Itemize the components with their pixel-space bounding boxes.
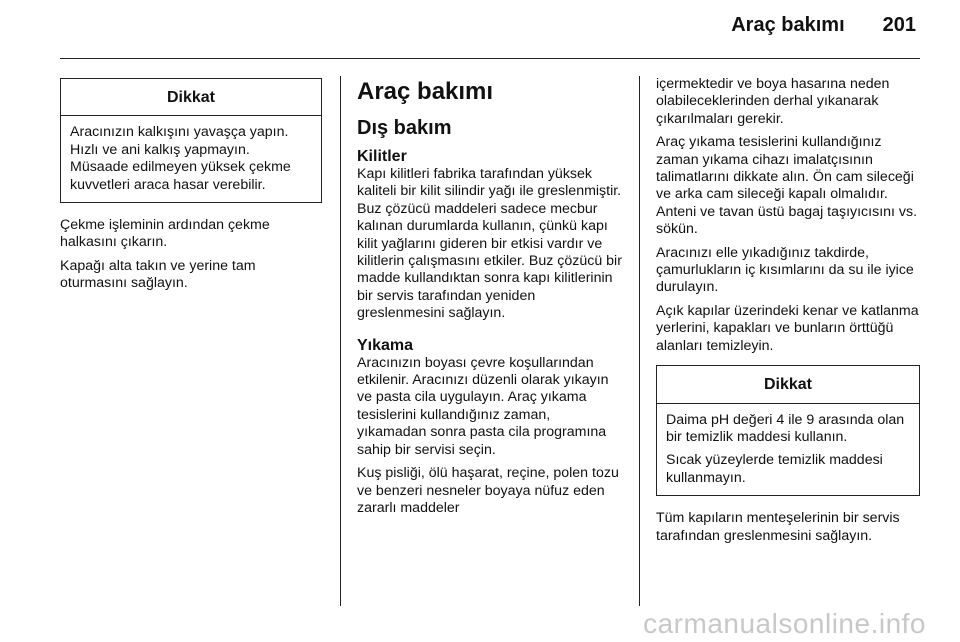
- column-divider-1: [340, 76, 341, 606]
- paragraph: Aracınızı elle yıkadığınız takdirde, çamurlukların iç kısımlarını da su ile iyice durulayın.: [656, 244, 914, 296]
- callout-body: [61, 116, 321, 202]
- watermark: carmanualsonline.info: [643, 608, 926, 639]
- section-title: Araç bakımı: [357, 78, 494, 105]
- column-divider-2: [639, 76, 640, 606]
- locks-heading: Kilitler: [357, 148, 407, 165]
- callout-body: [657, 404, 919, 496]
- paragraph: Tüm kapıların menteşelerinin bir servis tarafından greslenmesini sağlayın.: [656, 510, 900, 544]
- callout-heading: Dikkat: [61, 79, 321, 116]
- callout-text: Daima pH değeri 4 ile 9 arasında olan bir temizlik maddesi kullanın.: [666, 411, 905, 445]
- washing-heading: Yıkama: [357, 336, 414, 354]
- warning-callout: [60, 78, 322, 203]
- column-2: [357, 76, 623, 523]
- paragraph: içermektedir ve boya hasarına neden olabileceklerinden derhal yıkanarak çıkarılmaları gerekir.: [656, 76, 890, 127]
- page-number: 201: [882, 14, 916, 36]
- column-1: [60, 78, 322, 299]
- paragraph: Araç yıkama tesislerini kullandığınız zaman yıkama cihazı imalatçısının talimatlarını dikkate alın. Ön cam sileceği ve arka cam sileceği kapalı olmalıdır. Anteni ve tavan üstü bagaj taşıyıcısını vs. sökün.: [656, 134, 918, 238]
- locks-text: Kapı kilitleri fabrika tarafından yüksek kaliteli bir kilit silindir yağı ile greslenmiştir. Buz çözücü maddeleri sadece mecbur kalınan durumlarda kullanın, çünkü kapı kilit yağlarını gideren bir etkisi vardır ve kilitlerin çalışmasını etkiler. Buz çözücü bir madde kullandıktan sonra kapı kilitlerinin bir servis tarafından yeniden greslenmesini sağlayın.: [357, 166, 622, 322]
- header-divider: [60, 58, 920, 59]
- header-title: Araç bakımı: [731, 14, 845, 36]
- washing-text: Aracınızın boyası çevre koşullarından etkilenir. Aracınızı düzenli olarak yıkayın ve pasta cila uygulayın. Araç yıkama tesislerini kullandığınız zaman, yıkamadan sonra pasta cila programına sahip bir servisi seçin.: [357, 354, 609, 458]
- section-subtitle: Dış bakım: [357, 117, 452, 139]
- warning-callout: [656, 365, 920, 496]
- page-header: [731, 14, 916, 37]
- callout-text: Aracınızın kalkışını yavaşça yapın. Hızlı ve ani kalkış yapmayın. Müsaade edilmeyen yüksek çekme kuvvetleri araca hasar verebilir.: [70, 124, 291, 193]
- paragraph: Kapağı alta takın ve yerine tam oturmasını sağlayın.: [60, 257, 256, 292]
- paragraph: Çekme işleminin ardından çekme halkasını çıkarın.: [60, 217, 270, 251]
- paragraph: Açık kapılar üzerindeki kenar ve katlanma yerlerini, kapakları ve bunların örttüğü alanları temizleyin.: [656, 302, 919, 354]
- column-3: [656, 76, 920, 551]
- callout-heading: Dikkat: [657, 366, 919, 403]
- callout-text: Sıcak yüzeylerde temizlik maddesi kullanmayın.: [666, 452, 883, 486]
- washing-text-2: Kuş pisliği, ölü haşarat, reçine, polen tozu ve benzeri nesneler boyaya nüfuz eden zararlı maddeler: [357, 465, 619, 516]
